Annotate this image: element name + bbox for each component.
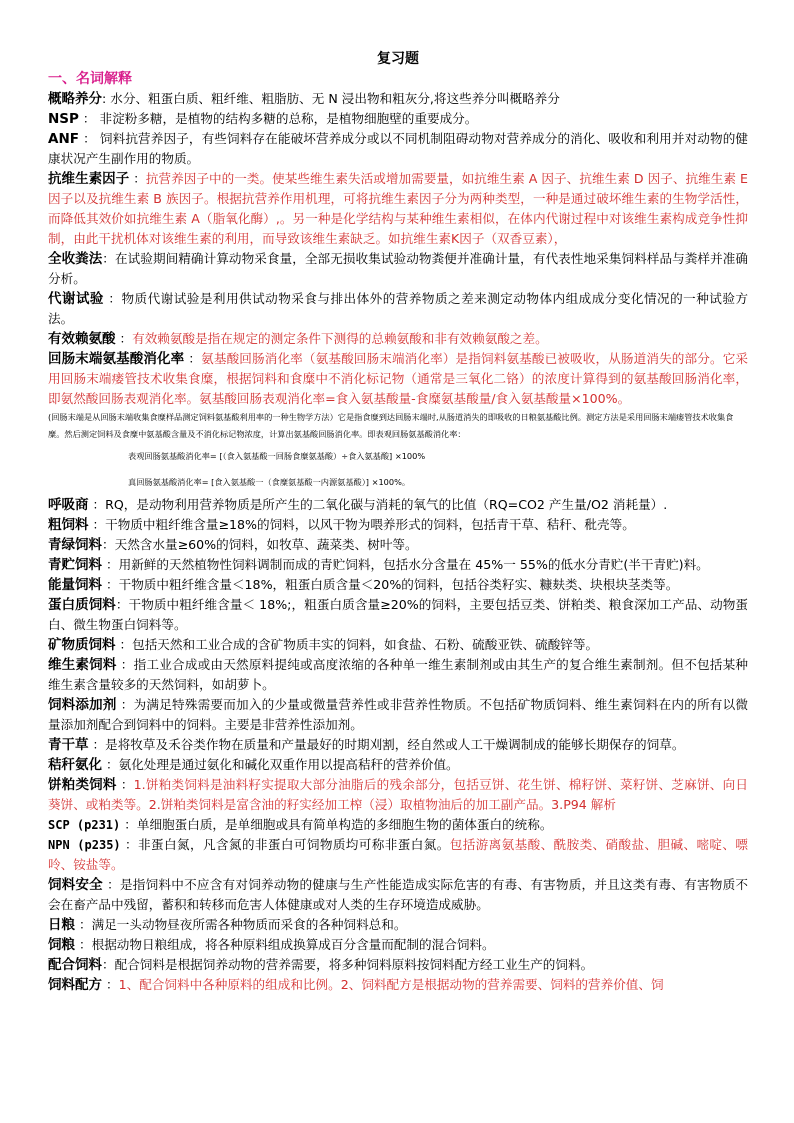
definition-term: 配合饲料	[48, 957, 102, 973]
definition-text: 干物质中粗纤维含量≥18%的饲料，以风干物为喂养形式的饲料，包括青干草、秸秆、秕壳等。	[105, 517, 635, 532]
definition-entry	[48, 755, 748, 775]
definition-entry	[48, 129, 748, 169]
page-title: 复习题	[377, 51, 419, 67]
definition-text-highlighted: 抗营养因子中的一类。使某些维生素失活或增加需要量，如抗维生素 A 因子、抗维生素 D 因子、抗维生素 E 因子以及抗维生素 B 族因子。根据抗营养作用机理，可将抗维生素因子分为两种类型，一种是通过破坏维生素的生物学活性，而降低其效价如抗维生素 A（脂氧化酶）,。另一种是化学结构与某种维生素相似，在体内代谢过程中对该维生素构成竞争性抑制，由此干扰机体对该维生素的利用，而导致该维生素缺乏。如抗维生素K因子（双香豆素），	[48, 171, 748, 246]
definition-text: 配合饲料是根据饲养动物的营养需要，将多种饲料原料按饲料配方经工业生产的饲料。	[114, 957, 594, 972]
definition-text: 是将牧草及禾谷类作物在质量和产量最好的时期刈割，经自然或人工干燥调制成的能够长期保存的饲草。	[105, 737, 685, 752]
definition-term: 蛋白质饲料	[48, 597, 116, 613]
definition-term: 能量饲料	[48, 577, 102, 593]
document-page	[48, 48, 748, 995]
definition-term: 粗饲料	[48, 517, 89, 533]
definition-text: RQ，是动物利用营养物质是所产生的二氧化碳与消耗的氧气的比值（RQ=CO2 产生量/O2 消耗量）.	[105, 497, 668, 512]
definition-term: 青绿饲料	[48, 537, 102, 553]
section-heading: 一、名词解释	[48, 71, 132, 87]
term-separator: ：	[102, 251, 115, 266]
definition-term: 饲料添加剂	[48, 697, 117, 713]
definition-term: 呼吸商	[48, 497, 89, 513]
definition-text: 物质代谢试验是利用供试动物采食与排出体外的营养物质之差来测定动物体内组成成分变化情况的一种试验方法。	[48, 291, 749, 326]
definition-entry	[48, 935, 748, 955]
definition-text: 天然含水量≥60%的饲料，如牧草、蔬菜类、树叶等。	[114, 537, 418, 552]
term-separator: ：	[115, 331, 133, 346]
definition-text: 是指饲料中不应含有对饲养动物的健康与生产性能造成实际危害的有毒、有害物质，并且这类有毒、有害物质不会在畜产品中残留，蓄积和转移而危害人体健康或对人类的生存环境造成威胁。	[48, 877, 749, 912]
term-separator: ：	[102, 757, 119, 772]
term-separator: ：	[102, 977, 119, 992]
term-separator: ：	[78, 131, 100, 146]
definition-term: 青干草	[48, 737, 89, 753]
definition-entry	[48, 975, 748, 995]
definition-term: 饲料配方	[48, 977, 102, 993]
definition-term: 饲料安全	[48, 877, 103, 893]
term-separator: ：	[116, 697, 134, 712]
definition-text: 氨化处理是通过氨化和碱化双重作用以提高秸秆的营养价值。	[118, 757, 459, 772]
term-separator: ：	[88, 737, 106, 752]
definition-term: 青贮饲料	[48, 557, 102, 573]
definition-text-highlighted: 包括游离氨基酸、酰胺类、硝酸盐、胆碱、嘧啶、嘌呤、铵盐等。	[48, 837, 748, 872]
definition-term: 饲粮	[48, 937, 75, 953]
definition-entry	[48, 775, 748, 815]
term-separator: ：	[115, 637, 133, 652]
definition-text-highlighted: 有效赖氨酸是指在规定的测定条件下测得的总赖氨酸和非有效赖氨酸之差。	[132, 331, 548, 346]
definition-entry	[48, 835, 748, 875]
definition-text: 非淀粉多糖，是植物的结构多糖的总称，是植物细胞壁的重要成分。	[99, 111, 478, 126]
definition-entry	[48, 329, 748, 349]
definition-text: 非蛋白氮，凡含氮的非蛋白可饲物质均可称非蛋白氮。	[138, 837, 450, 852]
note-paragraph: (回肠末端是从回肠末端收集食糜样品测定饲料氨基酸利用率的一种生物学方法）它是指食糜到达回肠末端时,从肠道消失的即吸收的日粮氨基酸比例。测定方法是采用回肠末端瘘管技术收集食糜。然后测定饲料及食糜中氨基酸含量及不消化标记物浓度，计算出氨基酸回肠消化率。即表观回肠氨基酸消化率：	[48, 412, 734, 439]
definition-text: 在试验期间精确计算动物采食量，全部无损收集试验动物粪便并准确计量，有代表性地采集饲料样品与粪样并准确分析。	[48, 251, 749, 286]
definition-entry	[48, 515, 748, 535]
term-separator: ：	[120, 817, 137, 832]
definition-text: 为满足特殊需要而加入的少量或微量营养性或非营养性物质。不包括矿物质饲料、维生素饲料在内的所有以微量添加剂配合到饲料中的饲料。主要是非营养性添加剂。	[48, 697, 749, 732]
term-separator: ：	[116, 777, 134, 792]
definition-term: SCP (p231)	[48, 818, 121, 832]
definition-term: 全收粪法	[48, 251, 103, 267]
definition-term: NPN (p235)	[48, 838, 121, 852]
definition-text: 单细胞蛋白质，是单细胞或具有简单构造的多细胞生物的菌体蛋白的统称。	[136, 817, 553, 832]
definition-text-highlighted: 氨基酸回肠消化率（氨基酸回肠末端消化率）是指饲料氨基酸已被吸收，从肠道消失的部分。它采用回肠末端瘘管技术收集食糜，根据饲料和食糜中不消化标记物（通常是三氧化二铬）的浓度计算得到的氨基酸回肠消化率，即氨然酸回肠表观消化率。氨基酸回肠表观消化率=食入氨基酸量-食糜氨基酸量/食入氨基酸量×100%。	[48, 351, 749, 406]
definition-text: 根据动物日粮组成，将各种原料组成换算成百分含量而配制的混合饲料。	[91, 937, 495, 952]
definition-entry	[48, 89, 748, 109]
term-separator: ：	[78, 111, 100, 126]
term-separator: :	[102, 91, 111, 106]
term-separator: ：	[115, 597, 129, 612]
definition-entry	[48, 955, 748, 975]
definition-entry	[48, 815, 748, 835]
definition-term: 维生素饲料	[48, 657, 117, 673]
definition-entry	[48, 535, 748, 555]
definition-entry	[48, 655, 748, 695]
term-separator: ：	[102, 957, 115, 972]
definition-term: 日粮	[48, 917, 75, 933]
term-separator: ：	[88, 497, 106, 512]
definition-term: 代谢试验	[48, 291, 104, 307]
definition-entry	[48, 875, 748, 915]
formula-true: 真回肠氨基酸消化率= [食入氨基酸一（食糜氨基酸一内源氨基酸）] ×100%。	[128, 477, 411, 487]
definition-term: 回肠末端氨基酸消化率	[48, 351, 185, 367]
definition-term: 有效赖氨酸	[48, 331, 116, 347]
definition-entry	[48, 695, 748, 735]
definition-entry	[48, 915, 748, 935]
definition-text: 满足一头动物昼夜所需各种物质而采食的各种饲料总和。	[91, 917, 407, 932]
term-separator: ：	[75, 937, 92, 952]
term-separator: ：	[75, 917, 92, 932]
term-separator: ：	[120, 837, 139, 852]
definition-entry	[48, 349, 748, 409]
definition-text-highlighted: 1、配合饲料中各种原料的组成和比例。2、饲料配方是根据动物的营养需要、饲料的营养价值、饲	[118, 977, 664, 992]
definition-term: 秸秆氨化	[48, 757, 102, 773]
definition-text: 干物质中粗纤维含量＜18%，粗蛋白质含量＜20%的饲料，包括谷类籽实、糠麸类、块根块茎类等。	[118, 577, 679, 592]
definition-entry	[48, 595, 748, 635]
definition-term: 饼粕类饲料	[48, 777, 117, 793]
definition-term: NSP	[48, 111, 79, 127]
term-separator: ：	[88, 517, 106, 532]
term-separator: ：	[103, 291, 122, 306]
definition-entry	[48, 735, 748, 755]
definition-text: 包括天然和工业合成的含矿物质丰实的饲料，如食盐、石粉、硫酸亚铁、硫酸锌等。	[132, 637, 599, 652]
term-separator: ：	[102, 577, 119, 592]
definition-term: 抗维生素因子	[48, 171, 130, 187]
term-separator: ：	[102, 557, 119, 572]
definition-entry	[48, 249, 748, 289]
term-separator: ：	[102, 877, 120, 892]
definitions-list-part1	[48, 89, 748, 409]
definition-text: 用新鲜的天然植物性饲料调制而成的青贮饲料，包括水分含量在 45%一 55%的低水分青贮(半干青贮)料。	[118, 557, 709, 572]
definition-text: 饲料抗营养因子，有些饲料存在能破坏营养成分或以不同机制阻碍动物对营养成分的消化、吸收和利用并对动物的健康状况产生副作用的物质。	[48, 131, 748, 166]
term-separator: ：	[184, 351, 202, 366]
term-separator: ：	[116, 657, 134, 672]
definition-term: ANF	[48, 131, 79, 147]
definition-text: 干物质中粗纤维含量＜ 18%;，粗蛋白质含量≥20%的饲料，主要包括豆类、饼粕类、粮食深加工产品、动物蛋白、微生物蛋白饲料等。	[48, 597, 748, 632]
definition-text: 水分、粗蛋白质、粗纤维、粗脂肪、无 N 浸出物和粗灰分,将这些养分叫概略养分	[110, 91, 560, 106]
definition-entry	[48, 109, 748, 129]
definition-entry	[48, 575, 748, 595]
definition-term: 矿物质饲料	[48, 637, 116, 653]
definition-entry	[48, 635, 748, 655]
definition-entry	[48, 289, 748, 329]
term-separator: ：	[129, 171, 146, 186]
definition-entry	[48, 169, 748, 249]
definition-entry	[48, 555, 748, 575]
definition-entry	[48, 495, 748, 515]
definition-term: 概略养分	[48, 91, 102, 107]
term-separator: ：	[102, 537, 115, 552]
definition-text: 指工业合成或由天然原料提纯或高度浓缩的各种单一维生素制剂或由其生产的复合维生素制剂。但不包括某种维生素含量较多的天然饲料，如胡萝卜。	[48, 657, 749, 692]
definition-text-highlighted: 1.饼粕类饲料是油料籽实提取大部分油脂后的残余部分，包括豆饼、花生饼、棉籽饼、菜籽饼、芝麻饼、向日葵饼、或粕类等。2.饼粕类饲料是富含油的籽实经加工榨（浸）取植物油后的加工副产品。3.P94 解析	[48, 777, 748, 812]
definitions-list-part2	[48, 495, 748, 995]
formula-apparent: 表观回肠氨基酸消化率= [（食入氨基酸一回肠食糜氨基酸）÷食入氨基酸] ×100%	[128, 451, 426, 461]
